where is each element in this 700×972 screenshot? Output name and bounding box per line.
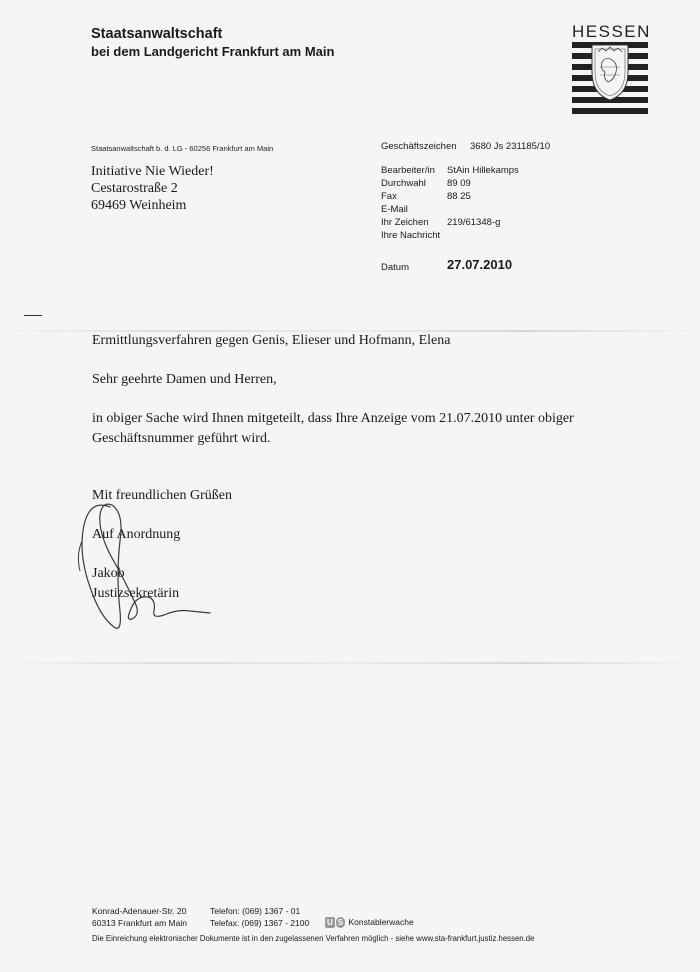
- footer-city: 60313 Frankfurt am Main: [92, 918, 187, 928]
- footer-fax: Telefax: (069) 1367 - 2100: [210, 918, 310, 928]
- date-label: Datum: [381, 262, 409, 273]
- recipient-name: Initiative Nie Wieder!: [91, 164, 214, 179]
- fold-mark: [24, 315, 42, 316]
- hessen-coat-of-arms-icon: [572, 42, 648, 114]
- ubahn-icon: U: [327, 918, 333, 927]
- footer-street: Konrad-Adenauer-Str. 20: [92, 906, 187, 916]
- footer-phone: Telefon: (069) 1367 - 01: [210, 906, 301, 916]
- body-paragraph-line-2: Geschäftsnummer geführt wird.: [92, 431, 271, 446]
- extension-label: Durchwahl: [381, 178, 426, 189]
- subject-line: Ermittlungsverfahren gegen Genis, Elieser und Hofmann, Elena: [92, 333, 451, 348]
- email-label: E-Mail: [381, 204, 408, 215]
- clerk-value: StAin Hillekamps: [447, 165, 519, 176]
- sender-return-address: Staatsanwaltschaft b. d. LG - 60256 Frankfurt am Main: [91, 144, 274, 153]
- your-message-label: Ihre Nachricht: [381, 230, 441, 241]
- hessen-logo-text: HESSEN: [572, 22, 651, 41]
- footer-station: Konstablerwache: [348, 917, 414, 927]
- recipient-city: 69469 Weinheim: [91, 198, 187, 213]
- reference-number-label: Geschäftszeichen: [381, 141, 457, 152]
- reference-number-value: 3680 Js 231185/10: [470, 141, 551, 152]
- signer-title: Justizsekretärin: [92, 586, 180, 601]
- signer-name: Jakob: [92, 566, 125, 581]
- body-paragraph-line-1: in obiger Sache wird Ihnen mitgeteilt, dass Ihre Anzeige vom 21.07.2010 unter obiger: [92, 411, 574, 426]
- authority-name: Staatsanwaltschaft: [91, 26, 223, 42]
- footer-transit: [325, 917, 414, 928]
- handwritten-signature-icon: [70, 495, 220, 640]
- authority-court: bei dem Landgericht Frankfurt am Main: [91, 44, 335, 59]
- fax-value: 88 25: [447, 191, 471, 202]
- recipient-street: Cestarostraße 2: [91, 181, 178, 196]
- closing: Mit freundlichen Grüßen: [92, 488, 232, 503]
- order-note: Auf Anordnung: [92, 527, 181, 542]
- fax-label: Fax: [381, 191, 397, 202]
- sbahn-icon: S: [337, 918, 344, 927]
- hessen-logo: [572, 22, 651, 119]
- date-value: 27.07.2010: [447, 257, 513, 272]
- salutation: Sehr geehrte Damen und Herren,: [92, 372, 277, 387]
- fold-crease-lower: [0, 662, 700, 664]
- extension-value: 89 09: [447, 178, 471, 189]
- footer-electronic-documents-note: Die Einreichung elektronischer Dokumente ist in den zugelassenen Verfahren möglich - siehe www.sta-frankfurt.justiz.hessen.de: [92, 934, 535, 943]
- your-reference-label: Ihr Zeichen: [381, 217, 429, 228]
- your-reference-value: 219/61348-g: [447, 217, 501, 228]
- clerk-label: Bearbeiter/in: [381, 165, 435, 176]
